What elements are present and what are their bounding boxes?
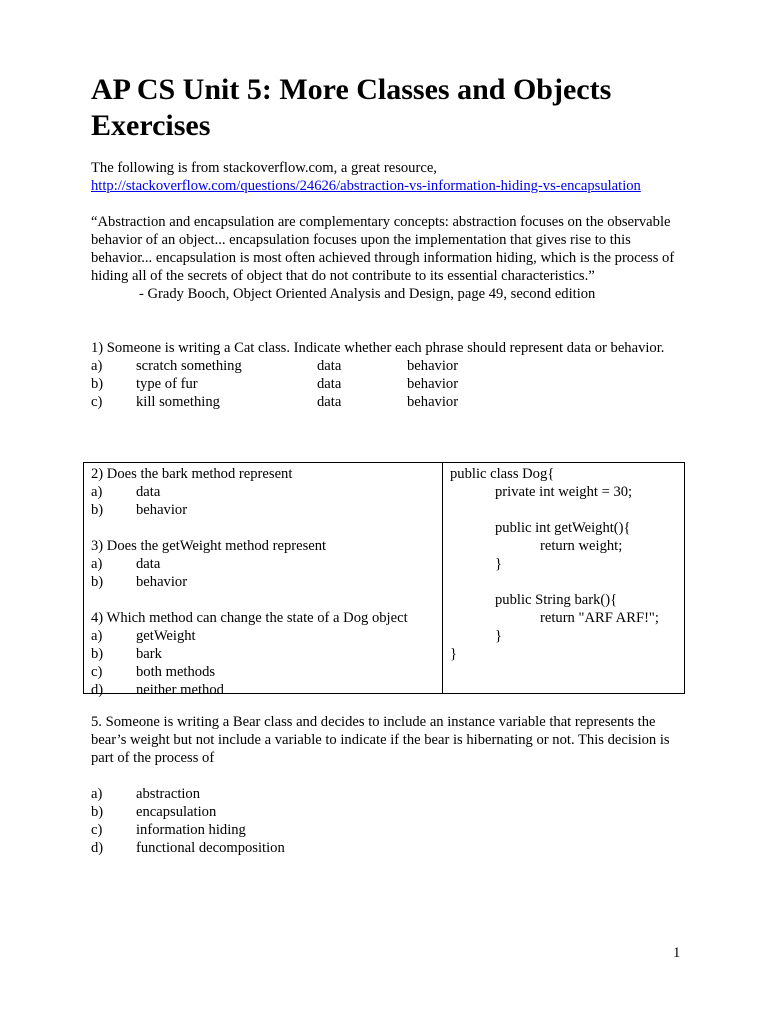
intro-text: The following is from stackoverflow.com, a great resource,: [91, 160, 437, 176]
option-text: abstraction: [136, 786, 201, 802]
quote-attribution: - Grady Booch, Object Oriented Analysis and Design, page 49, second edition: [139, 286, 596, 302]
option-label: b): [91, 646, 104, 662]
answer-option[interactable]: [91, 555, 436, 573]
row-label: c): [91, 394, 103, 410]
code-line: private int weight = 30;: [495, 484, 633, 500]
question-1-row: [91, 375, 691, 393]
data-choice[interactable]: data: [317, 376, 342, 392]
answer-option[interactable]: [91, 645, 436, 663]
page-title: AP CS Unit 5: More Classes and Objects Exercises: [91, 73, 612, 142]
answer-option[interactable]: [91, 839, 691, 857]
answer-option[interactable]: [91, 803, 691, 821]
option-label: d): [91, 840, 104, 856]
row-phrase: type of fur: [136, 376, 198, 392]
answer-option[interactable]: [91, 681, 436, 699]
answer-option[interactable]: [91, 663, 436, 681]
option-label: a): [91, 484, 103, 500]
answer-option[interactable]: [91, 573, 436, 591]
option-text: information hiding: [136, 822, 246, 838]
code-line: }: [450, 646, 458, 662]
option-label: c): [91, 822, 103, 838]
code-line: }: [495, 556, 503, 572]
data-choice[interactable]: data: [317, 394, 342, 410]
option-text: data: [136, 484, 161, 500]
option-text: data: [136, 556, 161, 572]
option-label: b): [91, 574, 104, 590]
question-1-prompt: 1) Someone is writing a Cat class. Indicate whether each phrase should represent data or behavior.: [91, 340, 665, 356]
row-label: b): [91, 376, 104, 392]
intro-paragraph: [91, 159, 711, 195]
code-line: return "ARF ARF!";: [540, 610, 659, 626]
row-phrase: scratch something: [136, 358, 242, 374]
question-5: [91, 713, 691, 857]
dog-class-code: [450, 465, 680, 663]
dog-questions-table: [83, 462, 685, 698]
row-label: a): [91, 358, 103, 374]
booch-quote: “Abstraction and encapsulation are complementary concepts: abstraction focuses on the observable behavior of an object... encapsulation focuses upon the implementation that gives rise to this behavior... encapsulation is most often achieved through information hiding, which is the process of hiding all of the secrets of object that do not contribute to its essential characteristics.”: [91, 214, 675, 284]
option-text: getWeight: [136, 628, 196, 644]
option-text: behavior: [136, 574, 188, 590]
data-choice[interactable]: data: [317, 358, 342, 374]
answer-option[interactable]: [91, 821, 691, 839]
question-4-prompt: 4) Which method can change the state of a Dog object: [91, 610, 408, 626]
code-line: }: [495, 628, 503, 644]
option-label: b): [91, 804, 104, 820]
option-text: behavior: [136, 502, 188, 518]
option-text: functional decomposition: [136, 840, 285, 856]
code-line: public int getWeight(){: [495, 520, 631, 536]
option-text: both methods: [136, 664, 216, 680]
question-1: [91, 339, 691, 411]
code-line: public String bark(){: [495, 592, 618, 608]
answer-option[interactable]: [91, 501, 436, 519]
option-label: a): [91, 556, 103, 572]
question-3-prompt: 3) Does the getWeight method represent: [91, 538, 327, 554]
questions-column: [91, 465, 436, 699]
option-text: neither method: [136, 682, 224, 698]
page-number: 1: [673, 945, 681, 961]
row-phrase: kill something: [136, 394, 220, 410]
table-divider: [442, 463, 443, 693]
question-1-row: [91, 393, 691, 411]
question-1-row: [91, 357, 691, 375]
question-5-prompt: 5. Someone is writing a Bear class and decides to include an instance variable that represents the bear’s weight but not include a variable to indicate if the bear is hibernating or not. This decision is part of the process of: [91, 714, 670, 766]
code-line: public class Dog{: [450, 466, 555, 482]
option-label: b): [91, 502, 104, 518]
behavior-choice[interactable]: behavior: [407, 376, 459, 392]
behavior-choice[interactable]: behavior: [407, 358, 459, 374]
answer-option[interactable]: [91, 627, 436, 645]
option-label: c): [91, 664, 103, 680]
answer-option[interactable]: [91, 483, 436, 501]
option-label: a): [91, 786, 103, 802]
question-2-prompt: 2) Does the bark method represent: [91, 466, 293, 482]
option-label: a): [91, 628, 103, 644]
code-line: return weight;: [540, 538, 623, 554]
option-label: d): [91, 682, 104, 698]
behavior-choice[interactable]: behavior: [407, 394, 459, 410]
option-text: encapsulation: [136, 804, 217, 820]
option-text: bark: [136, 646, 162, 662]
stackoverflow-link[interactable]: http://stackoverflow.com/questions/24626/abstraction-vs-information-hiding-vs-encapsulation: [91, 178, 641, 194]
answer-option[interactable]: [91, 785, 691, 803]
